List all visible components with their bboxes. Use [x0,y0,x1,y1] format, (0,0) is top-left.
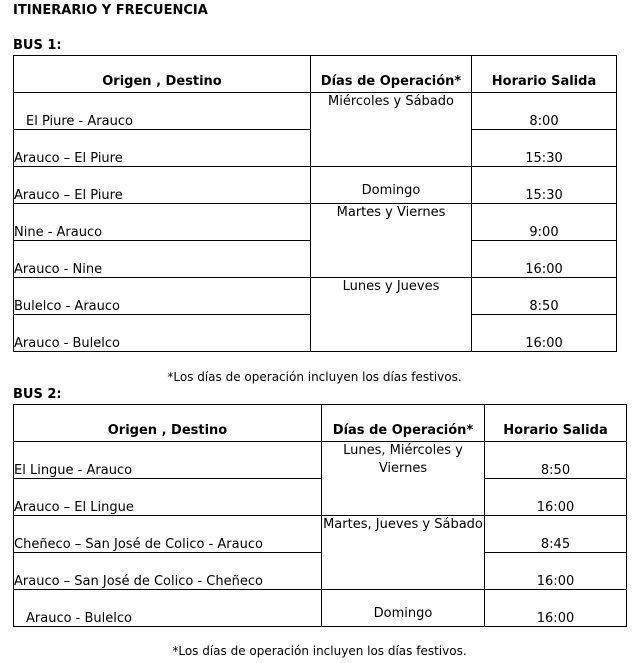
table-row [14,167,617,204]
time-cell: 16:00 [485,590,627,627]
route-cell: Nine - Arauco [14,204,311,241]
days-cell: Martes, Jueves y Sábado [322,516,485,590]
time-cell: 8:45 [485,516,627,553]
time-cell: 8:50 [485,442,627,479]
time-cell: 8:50 [472,278,617,315]
time-cell: 15:30 [472,130,617,167]
days-cell: Martes y Viernes [311,204,472,278]
route-cell: Bulelco - Arauco [14,278,311,315]
days-cell: Lunes y Jueves [311,278,472,352]
bus2-schedule-table [13,404,627,627]
time-cell: 16:00 [472,241,617,278]
time-cell: 16:00 [472,315,617,352]
header-time: Horario Salida [485,405,627,442]
route-cell: Arauco - Nine [14,241,311,278]
route-cell: Arauco – El Lingue [14,479,322,516]
time-cell: 9:00 [472,204,617,241]
table-row [14,479,627,516]
days-cell: Miércoles y Sábado [311,93,472,167]
table-row [14,204,617,241]
route-cell: El Piure - Arauco [14,93,311,130]
days-cell: Domingo [322,590,485,627]
route-cell: El Lingue - Arauco [14,442,322,479]
route-cell: Arauco – San José de Colico - Cheñeco [14,553,322,590]
header-days: Días de Operación* [322,405,485,442]
days-cell: Domingo [311,167,472,204]
header-time: Horario Salida [472,56,617,93]
days-cell: Lunes, Miércoles y Viernes [322,442,485,516]
table-row [14,590,627,627]
route-cell: Arauco – El Piure [14,130,311,167]
bus1-schedule-table [13,55,617,352]
route-cell: Arauco – El Piure [14,167,311,204]
time-cell: 8:00 [472,93,617,130]
time-cell: 15:30 [472,167,617,204]
table-row [14,442,627,479]
header-route: Origen , Destino [14,56,311,93]
table-row [14,516,627,553]
table-row [14,553,627,590]
time-cell: 16:00 [485,479,627,516]
bus2-footnote: *Los días de operación incluyen los días festivos. [172,644,467,658]
page-title: ITINERARIO Y FRECUENCIA [13,3,208,18]
header-days: Días de Operación* [311,56,472,93]
bus1-footnote: *Los días de operación incluyen los días festivos. [167,370,462,384]
route-cell: Arauco - Bulelco [14,590,322,627]
time-cell: 16:00 [485,553,627,590]
route-cell: Arauco - Bulelco [14,315,311,352]
header-route: Origen , Destino [14,405,322,442]
table-row [14,278,617,315]
bus1-title: BUS 1: [13,38,62,53]
table-row [14,93,617,130]
bus2-title: BUS 2: [13,387,62,402]
route-cell: Cheñeco – San José de Colico - Arauco [14,516,322,553]
